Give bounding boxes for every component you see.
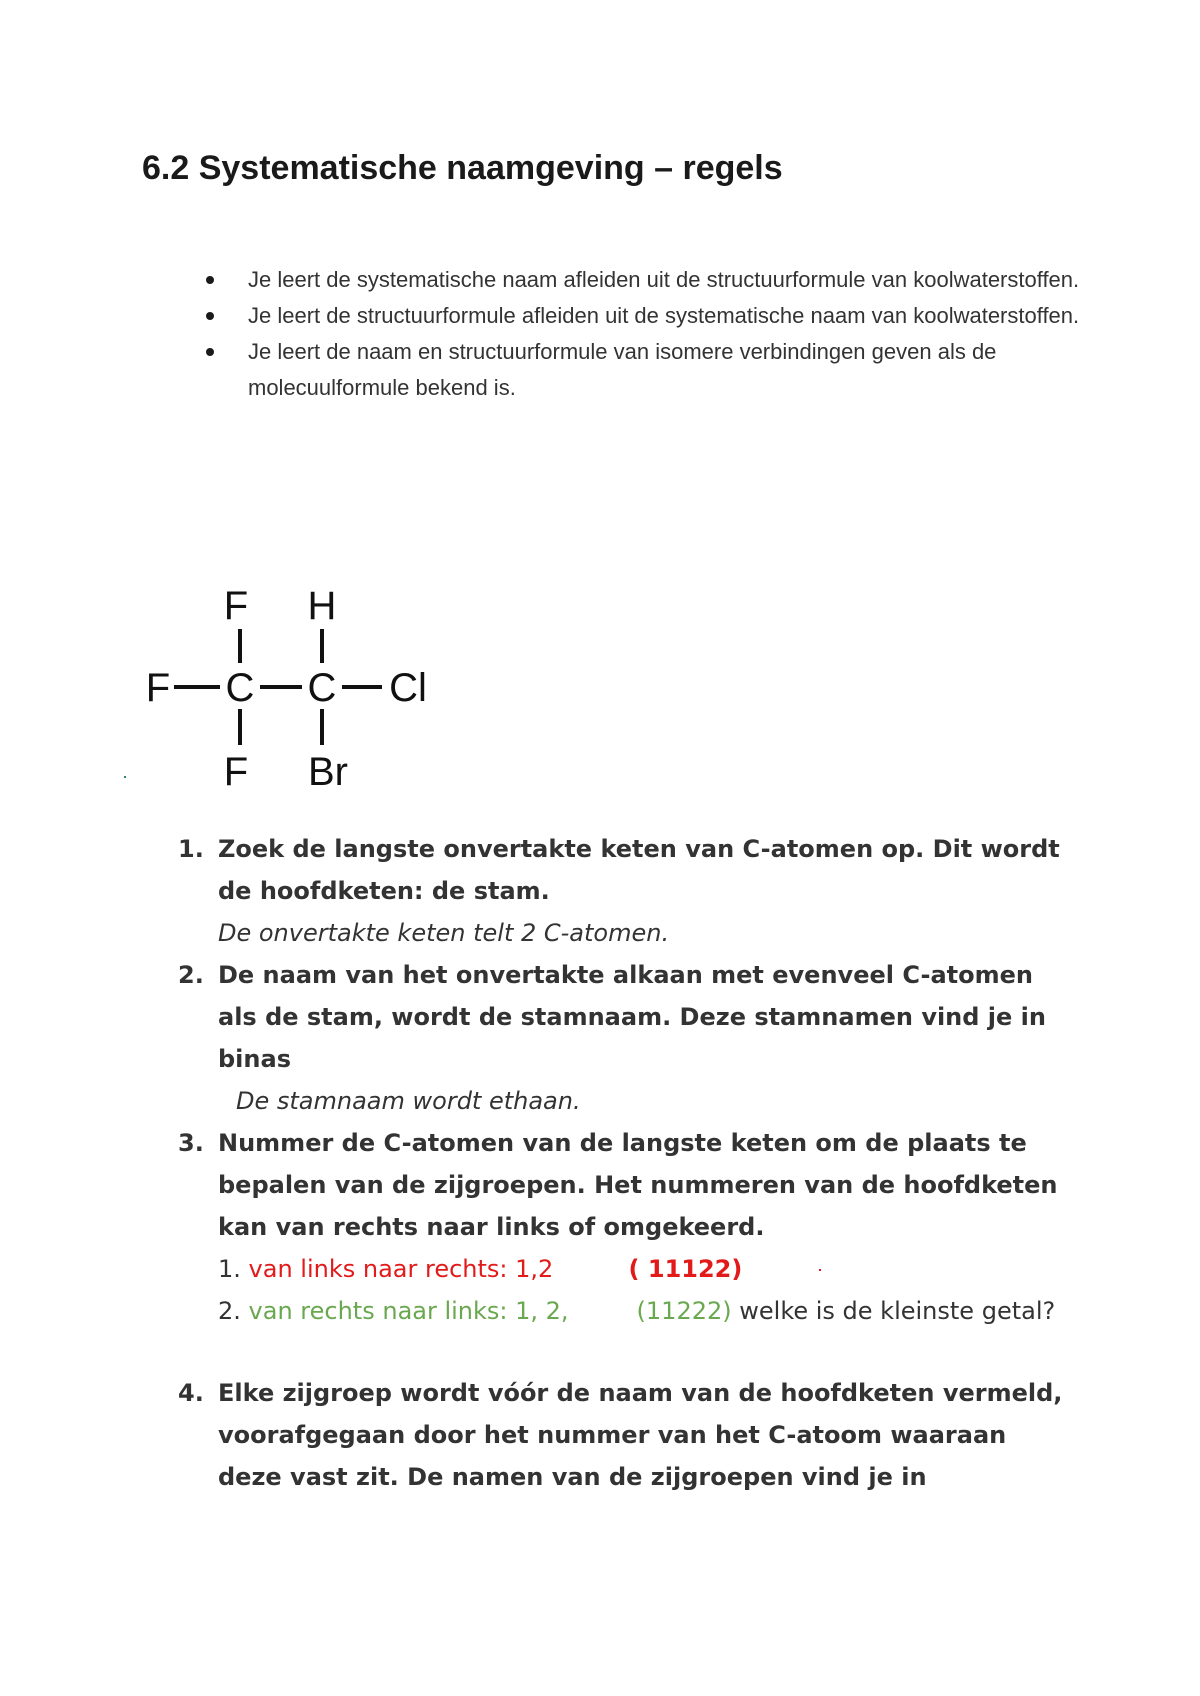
atom-c-2: C (307, 666, 337, 710)
numbering-option-1 (218, 1248, 1070, 1290)
bullet-icon (206, 348, 214, 356)
rule-item-1 (170, 828, 1070, 954)
atom-br-bottom: Br (308, 750, 348, 794)
option-code: (11222) (636, 1297, 732, 1325)
option-number: 2. (218, 1297, 241, 1325)
learning-goal-text: Je leert de structuurformule afleiden uit de systematische naam van koolwaterstoffen. (248, 303, 1080, 328)
rule-note: De stamnaam wordt ethaan. (236, 1087, 581, 1115)
rule-item-4 (170, 1372, 1070, 1498)
atom-h-top: H (307, 585, 337, 628)
option-question: welke is de kleinste getal? (731, 1297, 1056, 1325)
rule-heading: Nummer de C-atomen van de langste keten om de plaats te bepalen van de zijgroepen. Het nummeren van de hoofdketen kan van rechts naar links of omgekeerd. (218, 1129, 1058, 1241)
rule-item-3 (170, 1122, 1070, 1332)
learning-goal-item (204, 262, 1084, 298)
atom-c-1: C (225, 666, 255, 710)
option-number: 1. (218, 1255, 241, 1283)
option-text: van rechts naar links: 1, 2, (248, 1297, 569, 1325)
rule-note: De onvertakte keten telt 2 C-atomen. (218, 919, 670, 947)
rule-heading: De naam van het onvertakte alkaan met evenveel C-atomen als de stam, wordt de stamnaam. Deze stamnamen vind je in binas (218, 961, 1046, 1073)
rule-number: 2. (178, 961, 204, 989)
stray-mark (124, 776, 126, 778)
page-title: 6.2 Systematische naamgeving – regels (142, 149, 783, 187)
learning-goal-item (204, 334, 1084, 406)
option-text: van links naar rechts: 1,2 (248, 1255, 554, 1283)
rule-item-2 (170, 954, 1070, 1122)
rule-number: 1. (178, 835, 204, 863)
numbering-option-2 (218, 1297, 1055, 1325)
structural-formula (140, 585, 440, 805)
atom-cl-right: Cl (389, 666, 427, 710)
option-code: ( 11122) (628, 1255, 743, 1283)
bullet-icon (206, 276, 214, 284)
atom-f-left: F (145, 666, 171, 710)
atom-f-top: F (223, 585, 249, 628)
rule-number: 4. (178, 1379, 204, 1407)
learning-goal-item (204, 298, 1084, 334)
atom-f-bottom: F (223, 750, 249, 794)
spacer (170, 1332, 1070, 1372)
bullet-icon (206, 312, 214, 320)
learning-goals-list (204, 262, 1084, 406)
stray-mark (819, 1269, 821, 1271)
learning-goal-text: Je leert de naam en structuurformule van isomere verbindingen geven als de molecuulformule bekend is. (248, 339, 997, 400)
rule-heading: Elke zijgroep wordt vóór de naam van de hoofdketen vermeld, voorafgegaan door het nummer van het C-atoom waaraan deze vast zit. De namen van de zijgroepen vind je in (218, 1379, 1063, 1491)
rules-list (170, 828, 1070, 1498)
rule-heading: Zoek de langste onvertakte keten van C-atomen op. Dit wordt de hoofdketen: de stam. (218, 835, 1060, 905)
learning-goal-text: Je leert de systematische naam afleiden uit de structuurformule van koolwaterstoffen. (248, 267, 1080, 292)
rule-number: 3. (178, 1129, 204, 1157)
